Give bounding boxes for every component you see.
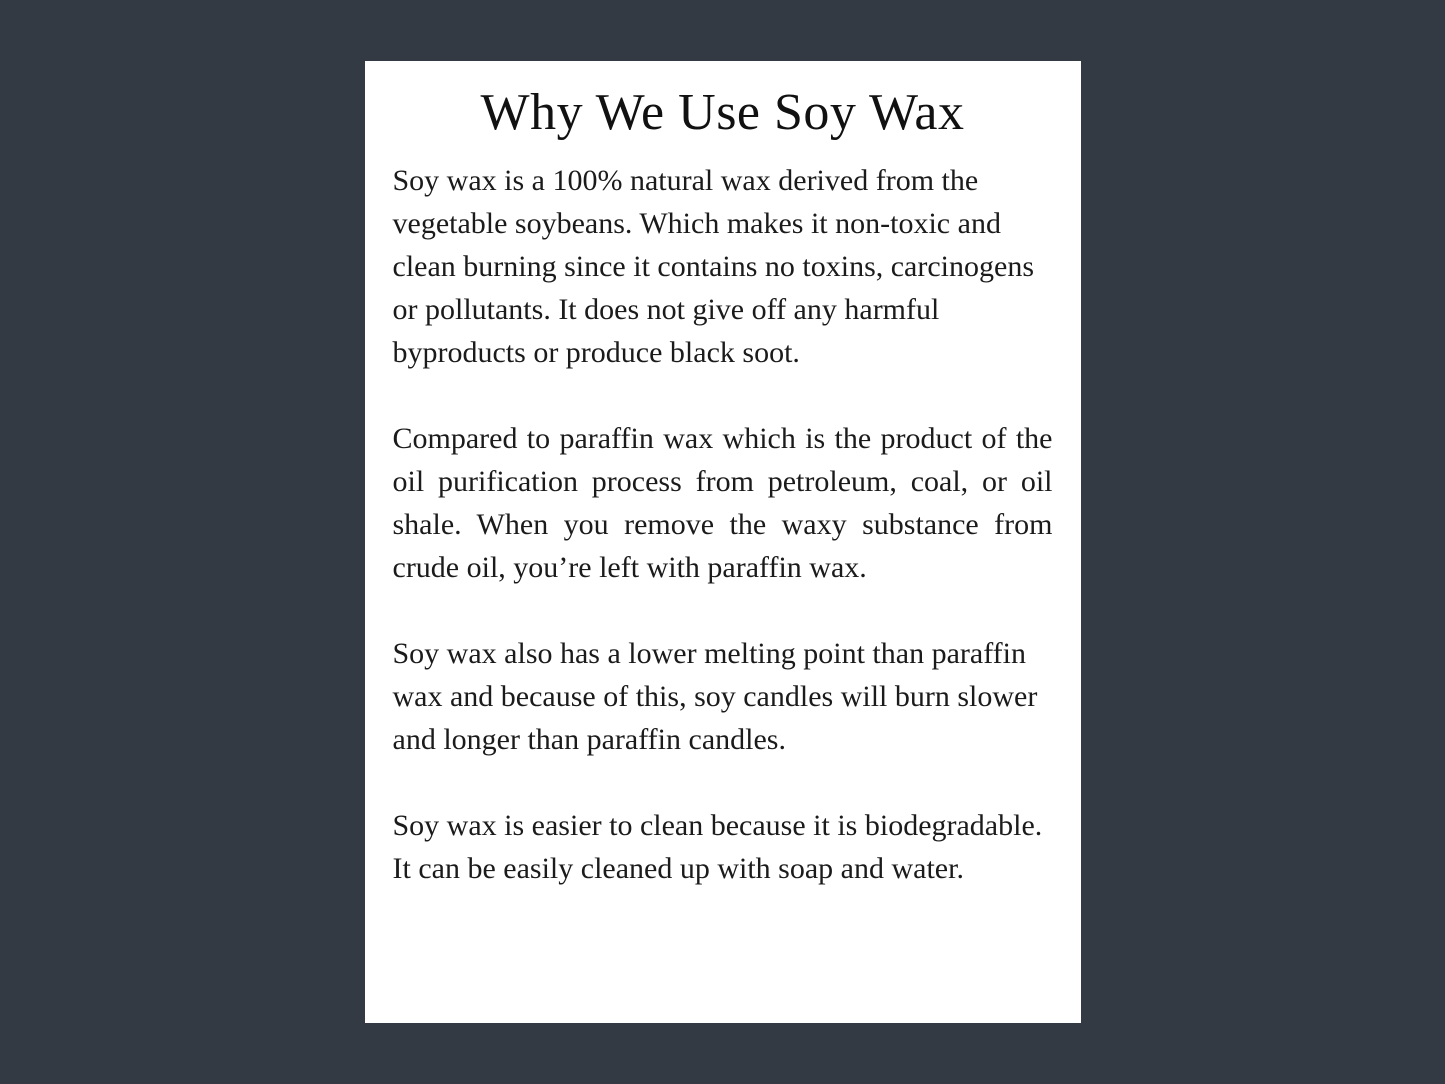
- paragraph-soy-wax-natural: Soy wax is a 100% natural wax derived from the vegetable soybeans. Which makes it non-toxic and clean burning since it contains no toxins, carcinogens or pollutants. It does not give off any harmful byproducts or produce black soot.: [392, 164, 1034, 369]
- info-card: [365, 61, 1081, 1023]
- paragraph-easy-clean: Soy wax is easier to clean because it is biodegradable. It can be easily cleaned up with soap and water.: [392, 809, 1043, 885]
- paragraph-melting-point: Soy wax also has a lower melting point than paraffin wax and because of this, soy candles will burn slower and longer than paraffin candles.: [392, 637, 1038, 756]
- paragraph-paraffin-comparison: Compared to paraffin wax which is the product of the oil purification process from petroleum, coal, or oil shale. When you remove the waxy substance from crude oil, you’re left with paraffin wax.: [392, 422, 1053, 584]
- page-title: Why We Use Soy Wax: [480, 84, 965, 141]
